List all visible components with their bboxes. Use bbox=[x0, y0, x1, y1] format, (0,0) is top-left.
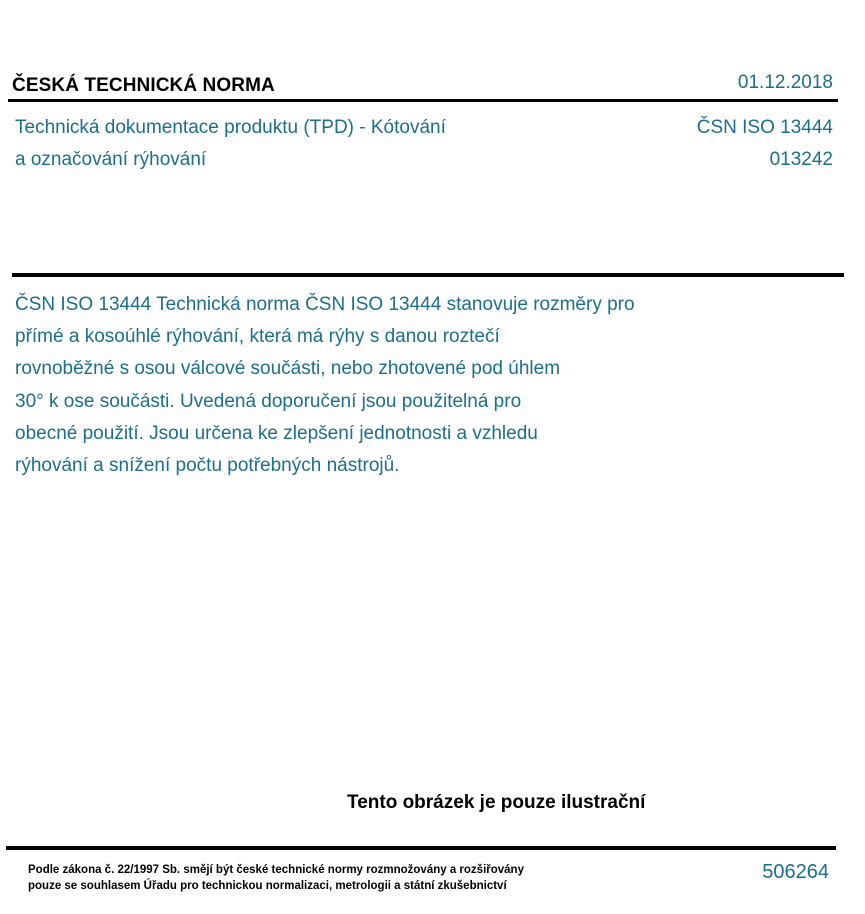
document-title-line-1: Technická dokumentace produktu (TPD) - Kótování bbox=[15, 117, 446, 138]
footer-divider bbox=[6, 846, 836, 850]
abstract-text bbox=[15, 289, 735, 482]
publication-date: 01.12.2018 bbox=[737, 72, 833, 93]
standard-code: ČSN ISO 13444 bbox=[696, 117, 833, 138]
abstract-line: ČSN ISO 13444 Technická norma ČSN ISO 13444 stanovuje rozměry pro bbox=[15, 294, 635, 315]
document-title-line-2: a označování rýhování bbox=[15, 149, 207, 170]
catalog-number: 506264 bbox=[762, 861, 829, 883]
legal-line: Podle zákona č. 22/1997 Sb. smějí být české technické normy rozmnožovány a rozšiřovány bbox=[28, 864, 524, 876]
header-divider bbox=[8, 99, 838, 102]
illustration-notice: Tento obrázek je pouze ilustrační bbox=[347, 792, 646, 813]
abstract-line: 30° k ose součásti. Uvedená doporučení jsou použitelná pro bbox=[15, 390, 522, 412]
abstract-line: obecné použití. Jsou určena ke zlepšení jednotnosti a vzhledu bbox=[15, 422, 538, 444]
legal-notice bbox=[28, 862, 524, 894]
legal-line: pouze se souhlasem Úřadu pro technickou normalizaci, metrologii a státní zkušebnictví bbox=[28, 880, 507, 892]
document-type-heading: ČESKÁ TECHNICKÁ NORMA bbox=[12, 75, 275, 96]
classification-number: 013242 bbox=[769, 149, 833, 170]
abstract-line: rýhování a snížení počtu potřebných nástrojů. bbox=[15, 455, 400, 477]
abstract-line: přímé a kosoúhlé rýhování, která má rýhy s danou roztečí bbox=[15, 326, 500, 348]
abstract-line: rovnoběžné s osou válcové součásti, nebo zhotovené pod úhlem bbox=[15, 358, 561, 380]
section-divider bbox=[12, 273, 844, 277]
